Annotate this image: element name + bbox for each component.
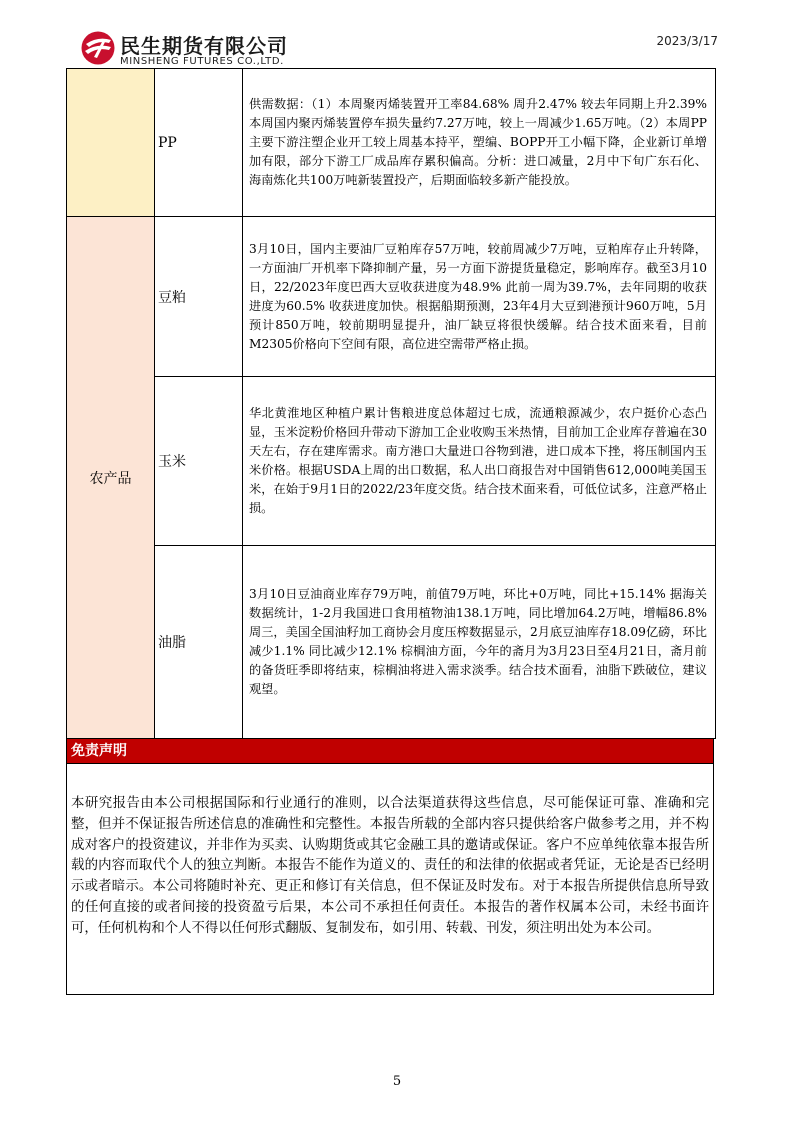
page-number: 5 (392, 1074, 402, 1089)
sector-cell (67, 69, 155, 217)
disclaimer-title: 免责声明 (67, 739, 713, 764)
commodity-name: PP (155, 69, 243, 217)
company-name-cn: 民生期货有限公司 (120, 34, 288, 58)
commodity-analysis: 华北黄淮地区种植户累计售粮进度总体超过七成，流通粮源减少，农户挺价心态凸显，玉米淀粉价格回升带动下游加工企业收购玉米热情，目前加工企业库存普遍在30天左右，存在建库需求。南方港口大量进口谷物到港，进口成本下挫，将压制国内玉米价格。根据USDA上周的出口数据，私人出口商报告对中国销售612,000吨美国玉米，在始于9月1日的2022/23年度交货。结合技术面来看，可低位试多，注意严格止损。 (243, 377, 716, 546)
report-date: 2023/3/17 (656, 34, 718, 48)
company-logo (80, 28, 310, 70)
page-header (0, 0, 794, 70)
disclaimer-text: 本研究报告由本公司根据国际和行业通行的准则，以合法渠道获得这些信息，尽可能保证可靠、准确和完整，但并不保证报告所述信息的准确性和完整性。本报告所载的全部内容只提供给客户做参考之用，并不构成对客户的投资建议，并非作为买卖、认购期货或其它金融工具的邀请或保证。客户不应单纯依靠本报告所载的内容而取代个人的独立判断。本报告不能作为道义的、责任的和法律的依据或者凭证，无论是否已经明示或者暗示。本公司将随时补充、更正和修订有关信息，但不保证及时发布。对于本报告所提供信息所导致的任何直接的或者间接的投资盈亏后果，本公司不承担任何责任。本报告的著作权属本公司，未经书面许可，任何机构和个人不得以任何形式翻版、复制发布，如引用、转载、刊发，须注明出处为本公司。 (71, 796, 709, 936)
commodity-analysis-table (66, 68, 716, 739)
commodity-name: 玉米 (155, 377, 243, 546)
commodity-name: 豆粕 (155, 217, 243, 377)
sector-cell: 农产品 (67, 217, 155, 739)
minsheng-logo-icon (80, 30, 116, 66)
commodity-analysis: 3月10日豆油商业库存79万吨，前值79万吨，环比+0万吨，同比+15.14% 据海关数据统计，1-2月我国进口食用植物油138.1万吨，同比增加64.2万吨，增幅86.8% 周三，美国全国油籽加工商协会月度压榨数据显示，2月底豆油库存18.09亿磅，环比减少1.1% 同比减少12.1% 棕榈油方面，今年的斋月为3月23日至4月21日，斋月前的备货旺季即将结束，棕榈油将进入需求淡季。结合技术面看，油脂下跌破位，建议观望。 (243, 546, 716, 739)
commodity-analysis: 供需数据：（1）本周聚丙烯装置开工率84.68% 周升2.47% 较去年同期上升2.39% 本周国内聚丙烯装置停车损失量约7.27万吨，较上一周减少1.65万吨。（2）本周PP主要下游注塑企业开工较上周基本持平，塑编、BOPP开工小幅下降，企业新订单增加有限，部分下游工厂成品库存累积偏高。分析：进口减量，2月中下旬广东石化、海南炼化共100万吨新装置投产，后期面临较多新产能投放。 (243, 69, 716, 217)
disclaimer-section (66, 738, 714, 995)
commodity-name: 油脂 (155, 546, 243, 739)
commodity-analysis: 3月10日，国内主要油厂豆粕库存57万吨，较前周减少7万吨，豆粕库存止升转降，一方面油厂开机率下降抑制产量，另一方面下游提货量稳定，影响库存。截至3月10日，22/2023年度巴西大豆收获进度为48.9% 此前一周为39.7%，去年同期的收获进度为60.5% 收获进度加快。根据船期预测，23年4月大豆到港预计960万吨，5月预计850万吨，较前期明显提升，油厂缺豆将很快缓解。结合技术面来看，目前M2305价格向下空间有限，高位进空需带严格止损。 (243, 217, 716, 377)
table-row (67, 217, 716, 377)
table-row (67, 546, 716, 739)
table-row (67, 69, 716, 217)
table-row (67, 377, 716, 546)
company-name-en: MINSHENG FUTURES CO.,LTD. (120, 56, 284, 67)
